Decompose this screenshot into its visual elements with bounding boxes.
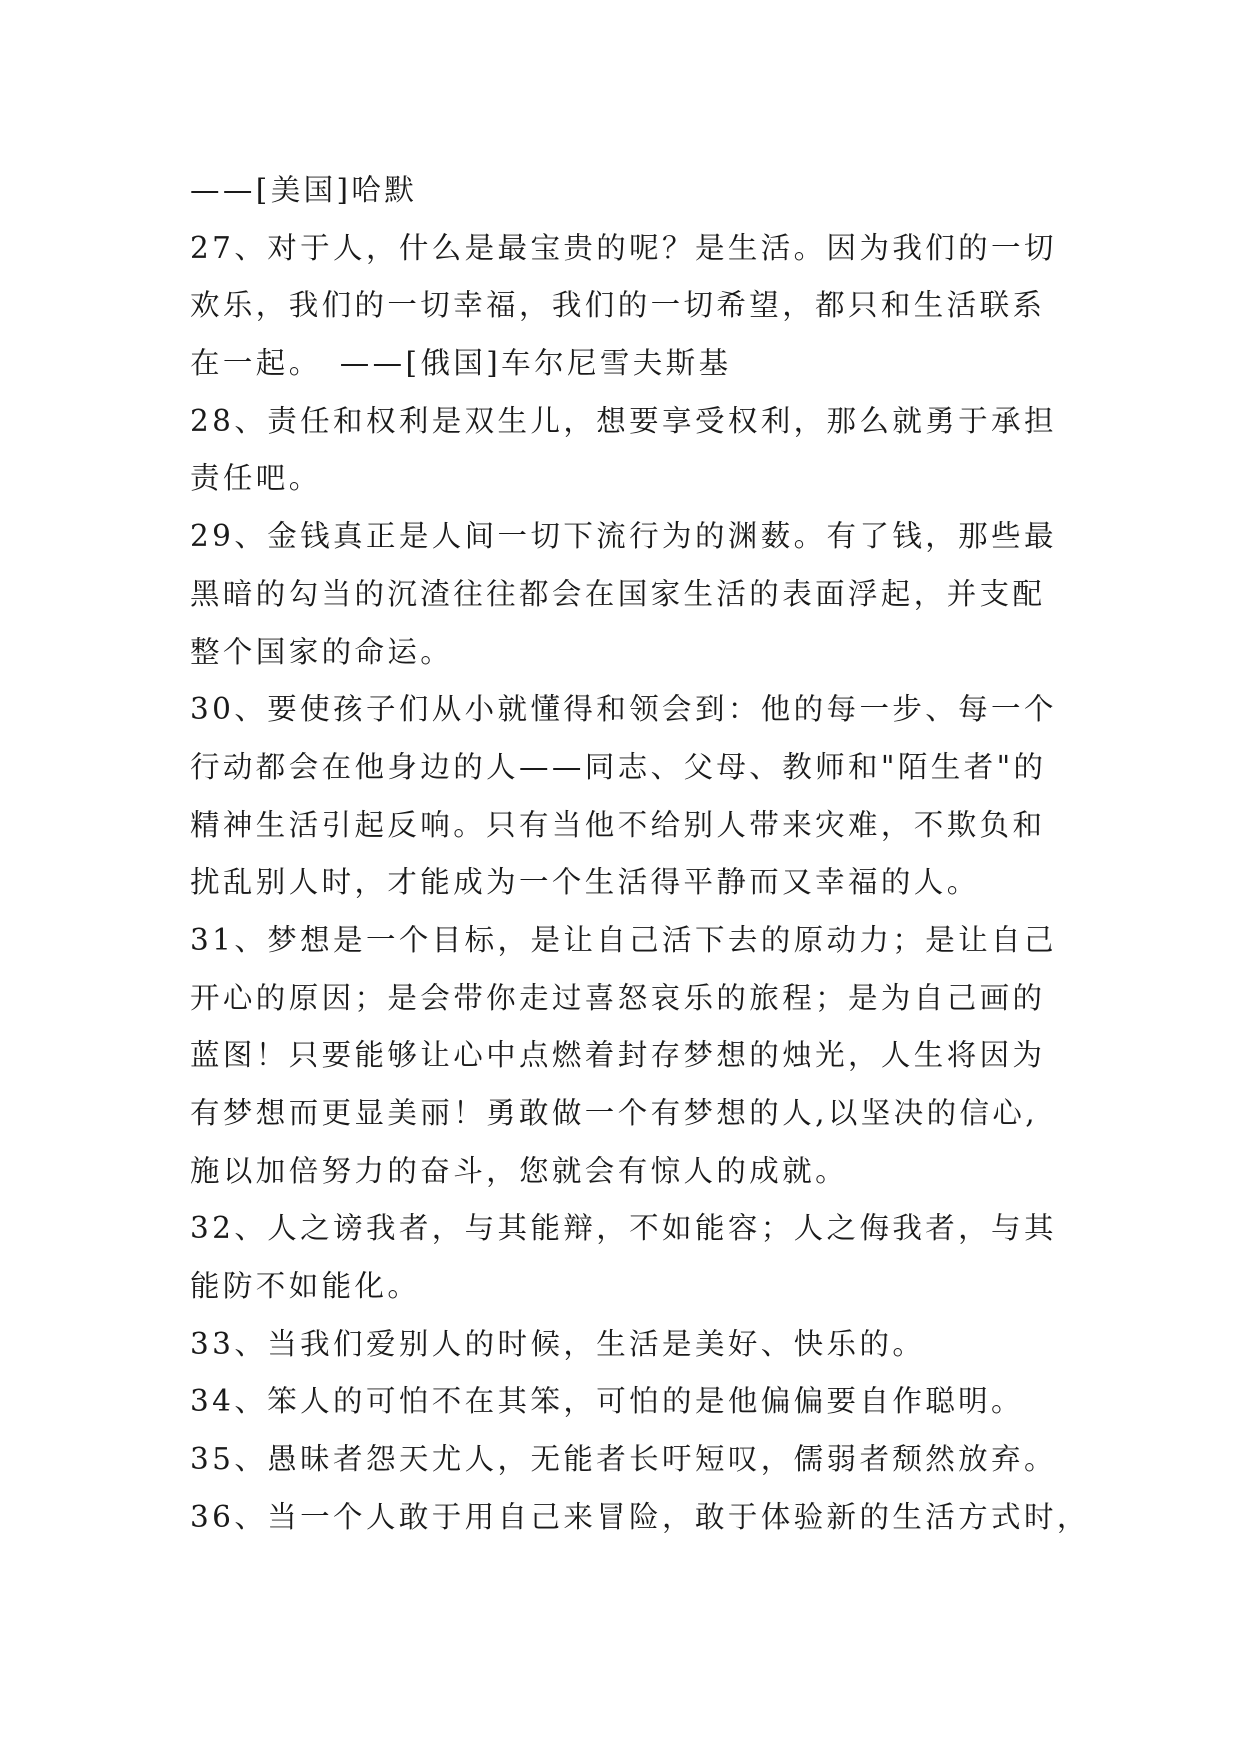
text-line: 施以加倍努力的奋斗，您就会有惊人的成就。 [190,1153,849,1188]
text-line: 蓝图！只要能够让心中点燃着封存梦想的烛光，人生将因为 [190,1038,1046,1073]
text-line: 精神生活引起反响。只有当他不给别人带来灾难，不欺负和 [190,807,1046,842]
text-line: 整个国家的命运。 [190,634,454,669]
text-line: 有梦想而更显美丽！勇敢做一个有梦想的人,以坚决的信心, [190,1096,1039,1130]
text-line: 行动都会在他身边的人——同志、父母、教师和"陌生者"的 [190,749,1047,784]
text-line: 开心的原因；是会带你走过喜怒哀乐的旅程；是为自己画的 [190,980,1046,1015]
text-line: 在一起。 ——[俄国]车尔尼雪夫斯基 [190,346,732,381]
text-line: 欢乐，我们的一切幸福，我们的一切希望，都只和生活联系 [190,288,1046,323]
text-line: 能防不如能化。 [190,1269,421,1304]
text-line: ——[美国]哈默 [190,173,418,207]
text-line: 31、梦想是一个目标，是让自己活下去的原动力；是让自己 [190,922,1057,957]
text-line: 35、愚昧者怨天尤人，无能者长吁短叹，儒弱者颓然放弃。 [190,1442,1057,1477]
text-line: 34、笨人的可怕不在其笨，可怕的是他偏偏要自作聪明。 [190,1384,1024,1419]
text-line: 33、当我们爱别人的时候，生活是美好、快乐的。 [190,1326,926,1361]
document-body [190,162,1090,1547]
text-line: 扰乱别人时，才能成为一个生活得平静而又幸福的人。 [190,865,980,900]
text-line: 30、要使孩子们从小就懂得和领会到：他的每一步、每一个 [190,692,1057,727]
text-line: 黑暗的勾当的沉渣往往都会在国家生活的表面浮起，并支配 [190,576,1046,611]
text-line: 29、金钱真正是人间一切下流行为的渊薮。有了钱，那些最 [190,519,1057,554]
text-line: 责任吧。 [190,461,322,496]
text-line: 27、对于人，什么是最宝贵的呢？是生活。因为我们的一切 [190,230,1057,265]
text-line: 28、责任和权利是双生儿，想要享受权利，那么就勇于承担 [190,403,1057,438]
text-line: 36、当一个人敢于用自己来冒险，敢于体验新的生活方式时， [190,1499,1090,1534]
text-line: 32、人之谤我者，与其能辩，不如能容；人之侮我者，与其 [190,1211,1057,1246]
